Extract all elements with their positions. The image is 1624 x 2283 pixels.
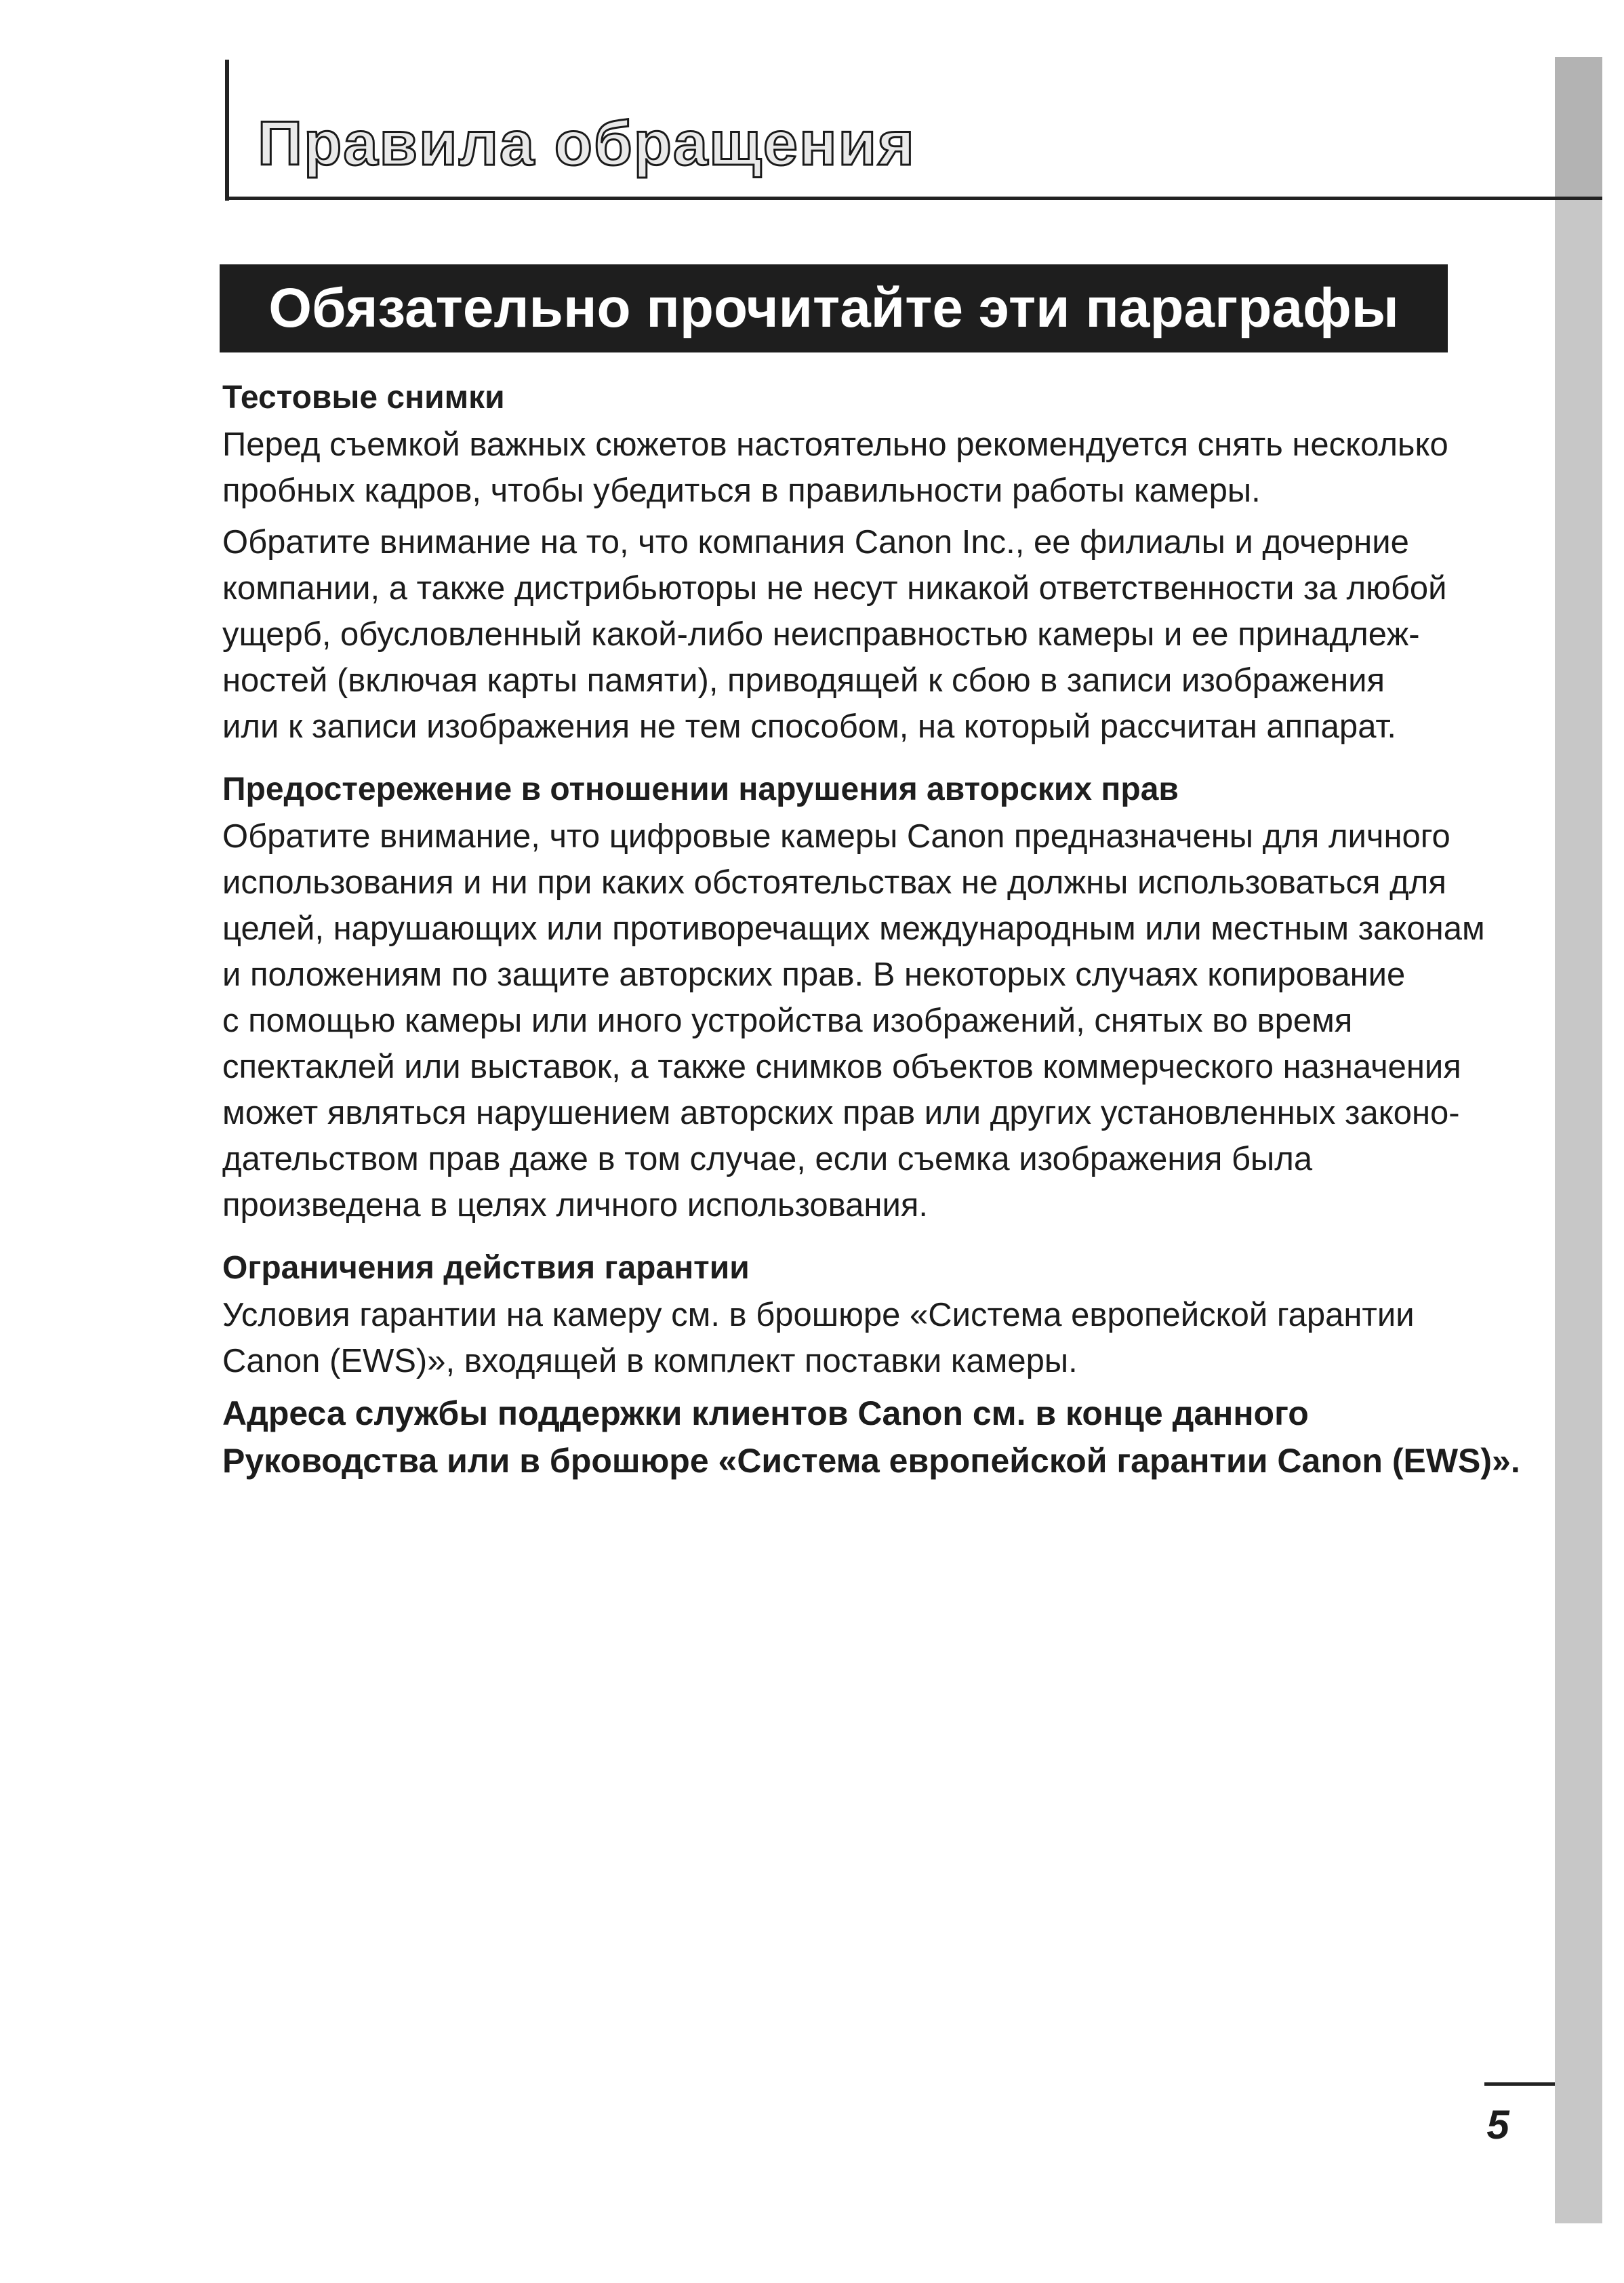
header-rule — [225, 197, 1602, 200]
text-line: целей, нарушающих или противоречащих международным или местным законам — [222, 910, 1485, 947]
page-title: Правила обращения — [258, 109, 916, 178]
section-copyright — [222, 766, 1485, 1228]
text-line: дательством прав даже в том случае, если съемка изображения была — [222, 1141, 1313, 1177]
content — [222, 374, 1520, 1484]
text-line: ностей (включая карты памяти), приводящей к сбою в записи изображения — [222, 662, 1385, 699]
paragraph — [222, 519, 1463, 750]
banner-title: Обязательно прочитайте эти параграфы — [268, 277, 1399, 339]
section-heading: Ограничения действия гарантии — [222, 1250, 750, 1286]
text-line: Canon (EWS)», входящей в комплект поставки камеры. — [222, 1343, 1078, 1379]
section-test-shots — [222, 374, 1463, 750]
text-line: и положениям по защите авторских прав. В некоторых случаях копирование — [222, 956, 1406, 993]
text-line: Обратите внимание, что цифровые камеры Canon предназначены для личного — [222, 818, 1450, 855]
text-line: пробных кадров, чтобы убедиться в правильности работы камеры. — [222, 472, 1261, 509]
text-line: спектаклей или выставок, а также снимков объектов коммерческого назначения — [222, 1049, 1461, 1085]
section-heading: Тестовые снимки — [222, 380, 505, 416]
text-line: Перед съемкой важных сюжетов настоятельно рекомендуется снять несколько — [222, 426, 1448, 463]
paragraph — [222, 813, 1485, 1228]
text-line: использования и ни при каких обстоятельствах не должны использоваться для — [222, 864, 1446, 901]
text-line: Условия гарантии на камеру см. в брошюре «Система европейской гарантии — [222, 1297, 1415, 1333]
text-line: ущерб, обусловленный какой-либо неисправностью камеры и ее принадлеж- — [222, 616, 1420, 653]
header-left-rule — [225, 60, 229, 201]
side-margin-band — [1555, 57, 1602, 2223]
paragraph — [222, 422, 1463, 514]
banner — [220, 264, 1448, 352]
paragraph — [222, 1292, 1463, 1384]
section-heading: Предостережение в отношении нарушения авторских прав — [222, 771, 1179, 807]
text-line: произведена в целях личного использования. — [222, 1187, 928, 1224]
bold-text-line: Руководства или в брошюре «Система европейской гарантии Canon (EWS)». — [222, 1442, 1520, 1480]
text-line: или к записи изображения не тем способом, на который рассчитан аппарат. — [222, 708, 1396, 745]
bold-text-line: Адреса службы поддержки клиентов Canon см. в конце данного — [222, 1394, 1309, 1432]
page-number: 5 — [1486, 2102, 1509, 2147]
side-margin-tab — [1555, 57, 1602, 199]
text-line: может являться нарушением авторских прав или других установленных законо- — [222, 1095, 1460, 1131]
text-line: с помощью камеры или иного устройства изображений, снятых во время — [222, 1003, 1353, 1039]
support-note — [222, 1390, 1520, 1484]
footer-rule — [1484, 2082, 1555, 2086]
text-line: Обратите внимание на то, что компания Canon Inc., ее филиалы и дочерние — [222, 524, 1409, 561]
text-line: компании, а также дистрибьюторы не несут никакой ответственности за любой — [222, 570, 1447, 607]
section-warranty — [222, 1245, 1520, 1484]
